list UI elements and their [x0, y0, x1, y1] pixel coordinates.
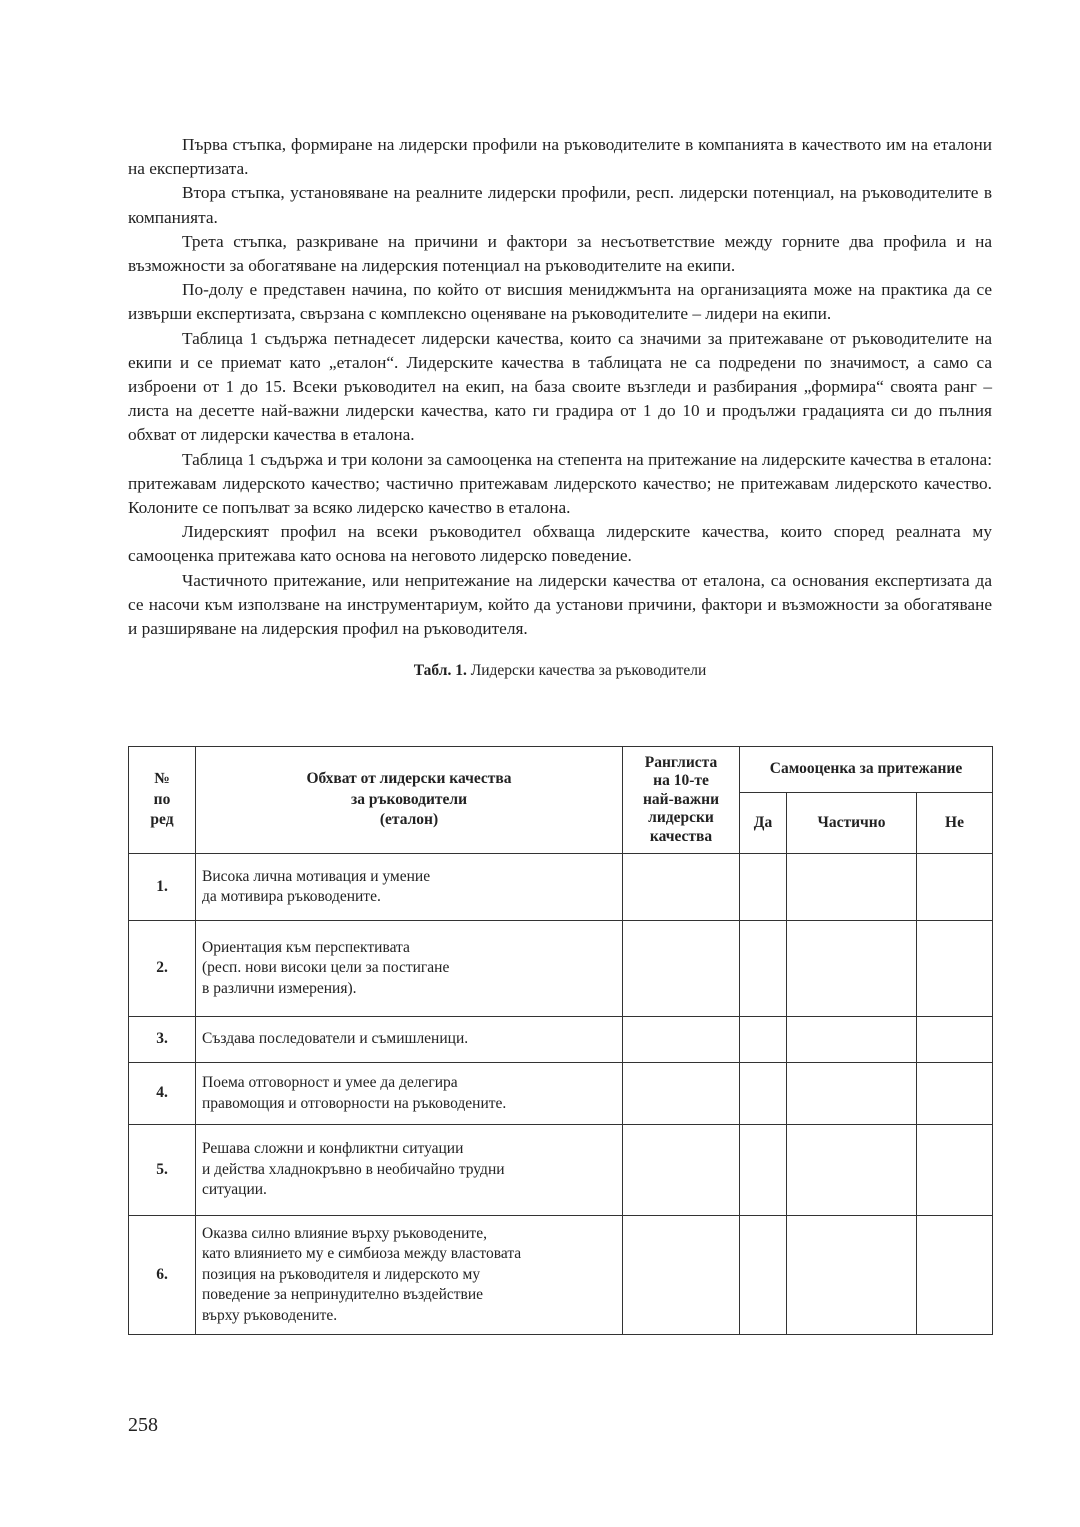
yes-cell[interactable] — [740, 1216, 787, 1335]
table-row — [129, 1216, 993, 1335]
partial-cell[interactable] — [787, 1017, 917, 1063]
table-row — [129, 1125, 993, 1216]
rank-cell[interactable] — [623, 921, 740, 1017]
row-quality: Оказва силно влияние върху ръководените, като влиянието му е симбиоза между властовата позиция на ръководителя и лидерското му поведение за непринудително въздействие върху ръководените. — [196, 1216, 623, 1335]
table-caption-text: Лидерски качества за ръководители — [466, 662, 707, 680]
paragraph-partial-possession: Частичното притежание, или непритежание на лидерски качества от еталона, са основания експертизата да се насочи към използване на инструментариум, който да установи причини, фактори и възможности за обогатяване и разширяване на лидерския профил на ръководителя. — [128, 570, 992, 639]
row-quality: Създава последователи и съмишленици. — [196, 1017, 623, 1063]
no-cell[interactable] — [917, 1017, 993, 1063]
partial-cell[interactable] — [787, 1125, 917, 1216]
paragraph-self-assessment: Таблица 1 съдържа и три колони за самооценка на степента на притежание на лидерските качества в еталона: притежавам лидерското качество; частично притежавам лидерското качество; не притежавам лидерското качество. Колоните се попълват за всяко лидерско качество в еталона. — [128, 449, 992, 518]
partial-cell[interactable] — [787, 854, 917, 921]
row-number: 2. — [129, 921, 196, 1017]
no-cell[interactable] — [917, 1063, 993, 1125]
header-self-assessment: Самооценка за притежание — [740, 747, 993, 793]
paragraph-leader-profile: Лидерският профил на всеки ръководител обхваща лидерските качества, които според реалната му самооценка притежава като основа на неговото лидерско поведение. — [128, 522, 992, 566]
partial-cell[interactable] — [787, 1063, 917, 1125]
paragraph-table-description: Таблица 1 съдържа петнадесет лидерски качества, които са значими за притежаване от ръководителите на екипи и се приемат като „еталон“. Лидерските качества в таблицата не са подредени по значимост, а само са изброени от 1 до 15. Всеки ръководител на екип, на база своите възгледи и разбирания „формира“ своята ранг – листа на десетте най-важни лидерски качества, като ги градира от 1 до 10 и продължи градацията си до пълния обхват от лидерски качества в еталона. — [128, 328, 992, 445]
rank-cell[interactable] — [623, 1125, 740, 1216]
table-row — [129, 854, 993, 921]
table-row — [129, 1017, 993, 1063]
header-no: Не — [917, 793, 993, 854]
yes-cell[interactable] — [740, 1063, 787, 1125]
header-number: № по ред — [129, 747, 196, 854]
rank-cell[interactable] — [623, 1017, 740, 1063]
partial-cell[interactable] — [787, 921, 917, 1017]
paragraph-step-2: Втора стъпка, установяване на реалните лидерски профили, респ. лидерски потенциал, на ръководителите в компанията. — [128, 183, 992, 227]
header-scope: Обхват от лидерски качества за ръководители (еталон) — [196, 747, 623, 854]
row-number: 4. — [129, 1063, 196, 1125]
yes-cell[interactable] — [740, 854, 787, 921]
table-caption-label: Табл. 1. — [413, 662, 467, 680]
yes-cell[interactable] — [740, 921, 787, 1017]
rank-cell[interactable] — [623, 1063, 740, 1125]
table-row — [129, 921, 993, 1017]
page-body — [128, 133, 992, 682]
row-quality: Висока лична мотивация и умение да мотивира ръководените. — [196, 854, 623, 921]
row-quality: Ориентация към перспективата (респ. нови високи цели за постигане в различни измерения). — [196, 921, 623, 1017]
partial-cell[interactable] — [787, 1216, 917, 1335]
table-caption — [128, 660, 992, 682]
table-row — [129, 1063, 993, 1125]
row-number: 3. — [129, 1017, 196, 1063]
rank-cell[interactable] — [623, 1216, 740, 1335]
row-number: 5. — [129, 1125, 196, 1216]
no-cell[interactable] — [917, 1216, 993, 1335]
yes-cell[interactable] — [740, 1017, 787, 1063]
page-number: 258 — [128, 1414, 158, 1436]
paragraph-method: По-долу е представен начина, по който от висшия мениджмънта на организацията може на практика да се извърши експертизата, свързана с комплексно оценяване на ръководителите – лидери на екипи. — [128, 280, 992, 324]
no-cell[interactable] — [917, 1125, 993, 1216]
header-yes: Да — [740, 793, 787, 854]
yes-cell[interactable] — [740, 1125, 787, 1216]
header-ranking: Ранглиста на 10-те най-важни лидерски качества — [623, 747, 740, 854]
paragraph-step-1: Първа стъпка, формиране на лидерски профили на ръководителите в компанията в качеството им на еталони на експертизата. — [128, 135, 992, 179]
row-quality: Решава сложни и конфликтни ситуации и действа хладнокръвно в необичайно трудни ситуации. — [196, 1125, 623, 1216]
row-number: 6. — [129, 1216, 196, 1335]
row-number: 1. — [129, 854, 196, 921]
leadership-qualities-table — [128, 746, 993, 1335]
row-quality: Поема отговорност и умее да делегира правомощия и отговорности на ръководените. — [196, 1063, 623, 1125]
header-partial: Частично — [787, 793, 917, 854]
no-cell[interactable] — [917, 854, 993, 921]
paragraph-step-3: Трета стъпка, разкриване на причини и фактори за несъответствие между горните два профила и на възможности за обогатяване на лидерския потенциал на ръководителите на екипи. — [128, 231, 992, 276]
no-cell[interactable] — [917, 921, 993, 1017]
rank-cell[interactable] — [623, 854, 740, 921]
